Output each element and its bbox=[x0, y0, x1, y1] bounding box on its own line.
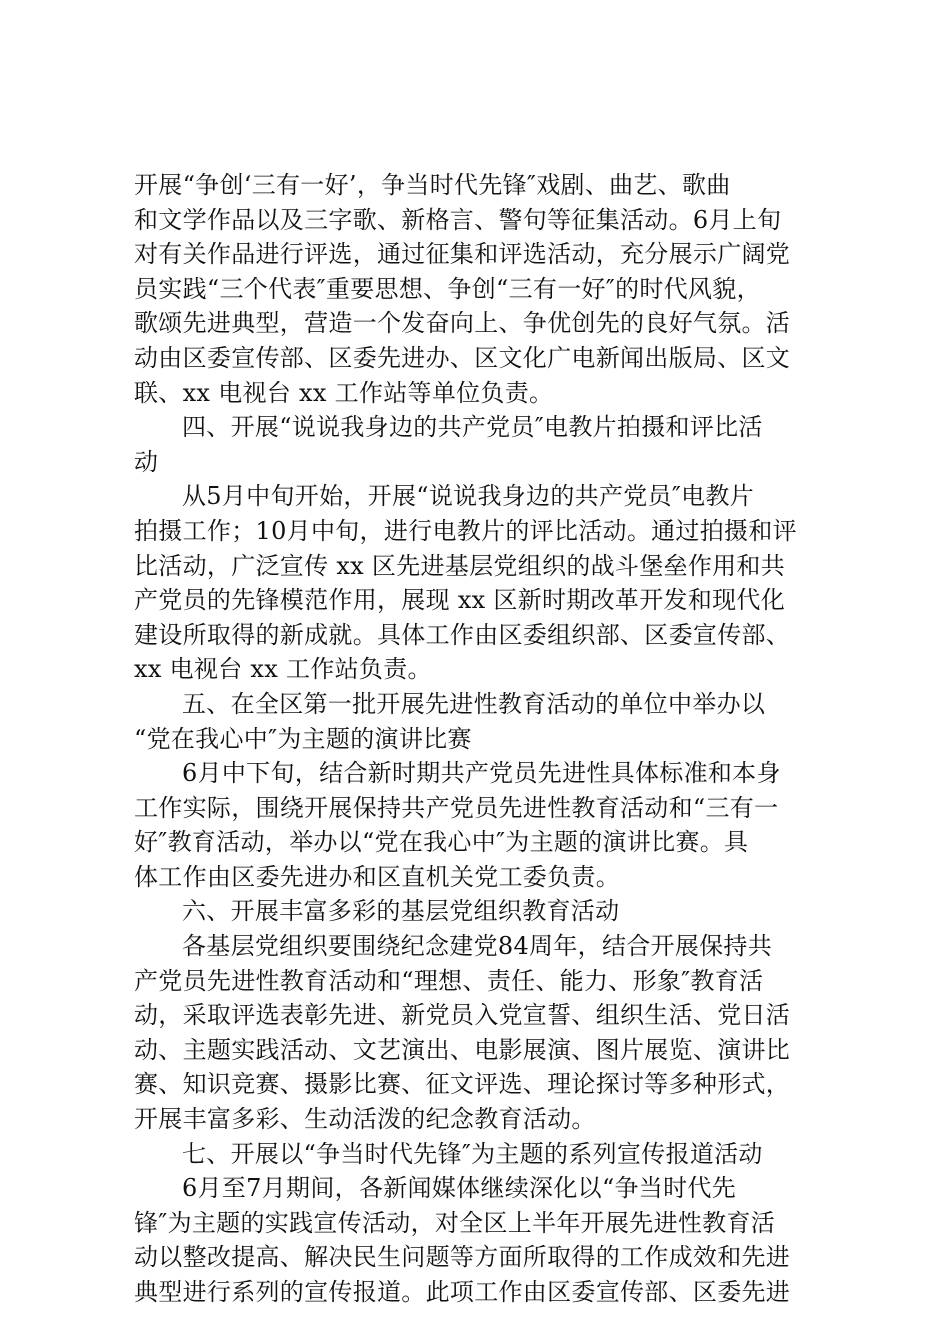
text-line: 建设所取得的新成就。具体工作由区委组织部、区委宣传部、 bbox=[134, 620, 791, 649]
text-line: 动以整改提高、解决民生问题等方面所取得的工作成效和先进 bbox=[134, 1243, 791, 1272]
text-line: xx 电视台 xx 工作站负责。 bbox=[134, 655, 432, 684]
section-heading: 四、开展“说说我身边的共产党员″电教片拍摄和评比活 bbox=[182, 413, 763, 442]
text-line: 比活动，广泛宣传 xx 区先进基层党组织的战斗堡垒作用和共 bbox=[134, 551, 786, 580]
text-line: 员实践“三个代表″重要思想、争创“三有一好″的时代风貌， bbox=[134, 274, 761, 303]
text-line: 锋″为主题的实践宣传活动，对全区上半年开展先进性教育活 bbox=[134, 1208, 776, 1237]
section-heading: 六、开展丰富多彩的基层党组织教育活动 bbox=[182, 897, 620, 926]
section-heading: 七、开展以“争当时代先锋″为主题的系列宣传报道活动 bbox=[182, 1139, 763, 1168]
text-line: 赛、知识竞赛、摄影比赛、征文评选、理论探讨等多种形式， bbox=[134, 1070, 791, 1099]
text-line: 典型进行系列的宣传报道。此项工作由区委宣传部、区委先进 bbox=[134, 1278, 791, 1306]
text-line: 开展“争创‘三有一好’，争当时代先锋″戏剧、曲艺、歌曲 bbox=[134, 171, 731, 199]
text-line: 动，采取评选表彰先进、新党员入党宣誓、组织生活、党日活 bbox=[134, 1001, 791, 1030]
text-line: 和文学作品以及三字歌、新格言、警句等征集活动。6月上旬 bbox=[134, 205, 782, 234]
text-line: 从5月中旬开始，开展“说说我身边的共产党员″电教片 bbox=[182, 482, 755, 511]
section-heading: 五、在全区第一批开展先进性教育活动的单位中举办以 bbox=[182, 689, 766, 718]
text-line: 动、主题实践活动、文艺演出、电影展演、图片展览、演讲比 bbox=[134, 1035, 791, 1064]
text-line: 工作实际，围绕开展保持共产党员先进性教育活动和“三有一 bbox=[134, 793, 779, 822]
text-line: 对有关作品进行评选，通过征集和评选活动，充分展示广阔党 bbox=[134, 240, 791, 269]
text-line: 6月中下旬，结合新时期共产党员先进性具体标准和本身 bbox=[182, 759, 781, 788]
text-line: 产党员先进性教育活动和“理想、责任、能力、形象″教育活 bbox=[134, 966, 764, 995]
text-line: 好″教育活动，举办以“党在我心中″为主题的演讲比赛。具 bbox=[134, 828, 749, 857]
document-page bbox=[134, 168, 834, 1310]
section-heading-continued: 动 bbox=[134, 447, 159, 476]
text-line: 体工作由区委先进办和区直机关党工委负责。 bbox=[134, 862, 620, 891]
text-line: 动由区委宣传部、区委先进办、区文化广电新闻出版局、区文 bbox=[134, 343, 791, 372]
text-line: 歌颂先进典型，营造一个发奋向上、争优创先的良好气氛。活 bbox=[134, 309, 791, 338]
text-line: 拍摄工作；10月中旬，进行电教片的评比活动。通过拍摄和评 bbox=[134, 516, 797, 545]
text-line: 各基层党组织要围绕纪念建党84周年，结合开展保持共 bbox=[182, 932, 773, 961]
text-line: 联、xx 电视台 xx 工作站等单位负责。 bbox=[134, 378, 554, 407]
text-line: 6月至7月期间，各新闻媒体继续深化以“争当时代先 bbox=[182, 1174, 737, 1203]
section-heading-continued: “党在我心中″为主题的演讲比赛 bbox=[134, 724, 472, 753]
text-line: 开展丰富多彩、生动活泼的纪念教育活动。 bbox=[134, 1105, 596, 1134]
text-line: 产党员的先锋模范作用，展现 xx 区新时期改革开发和现代化 bbox=[134, 586, 786, 615]
